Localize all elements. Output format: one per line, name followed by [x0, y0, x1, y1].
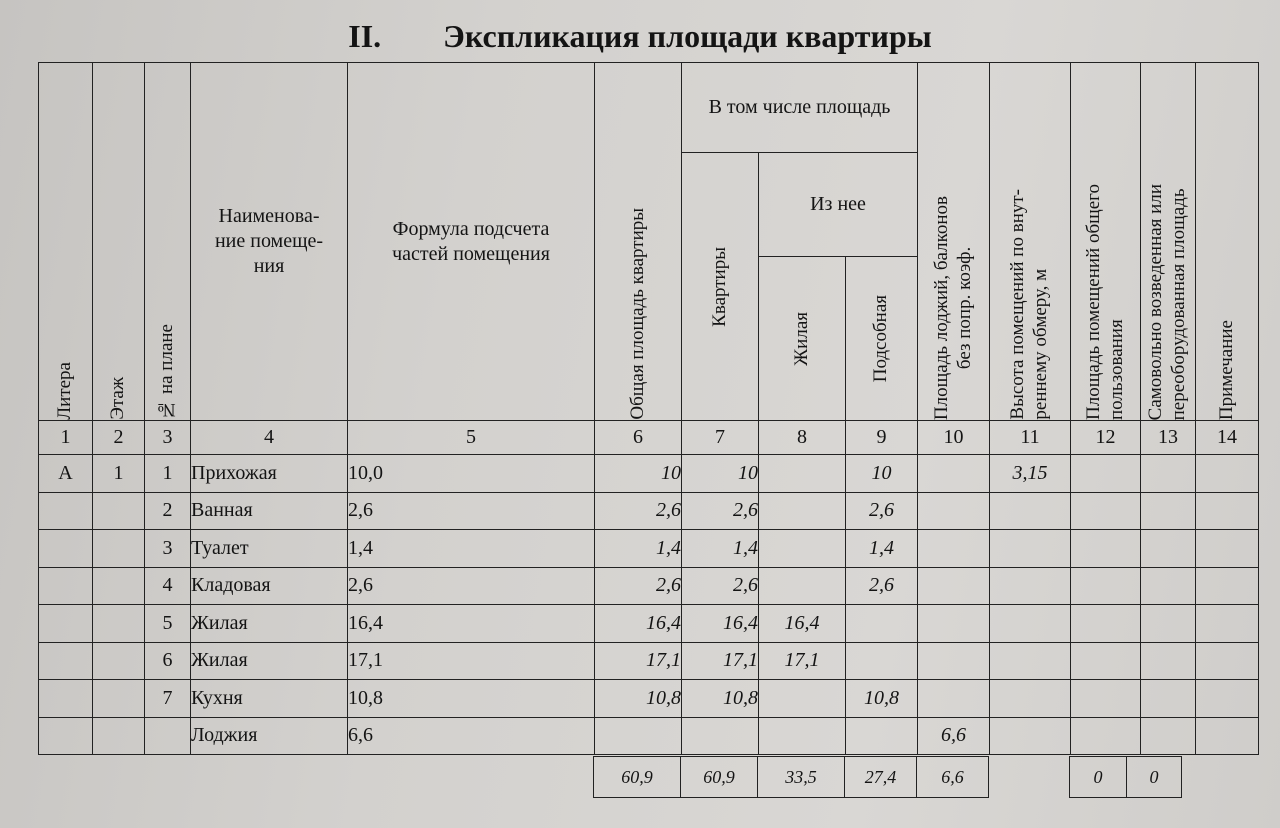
cell-total: 2,6	[595, 492, 682, 530]
cell-height	[990, 717, 1071, 755]
cell-floor	[93, 605, 145, 643]
cell-empty	[1196, 492, 1259, 530]
cell-apt: 2,6	[682, 567, 759, 605]
cell-total: 1,4	[595, 530, 682, 568]
cell-empty	[1141, 530, 1196, 568]
cell-empty	[1196, 717, 1259, 755]
header-auxiliary: Подсобная	[846, 257, 918, 421]
cell-no: 6	[145, 642, 191, 680]
total-apartment-sum: 60,9	[681, 757, 758, 798]
cell-empty	[1196, 680, 1259, 718]
header-room-name: Наименова-ние помеще-ния	[191, 63, 348, 421]
cell-aux: 2,6	[846, 567, 918, 605]
cell-living: 16,4	[759, 605, 846, 643]
cell-empty	[1071, 717, 1141, 755]
cell-living	[759, 455, 846, 493]
cell-formula: 2,6	[348, 567, 595, 605]
cell-aux: 10,8	[846, 680, 918, 718]
cell-apt	[682, 717, 759, 755]
cell-formula: 16,4	[348, 605, 595, 643]
cell-aux	[846, 717, 918, 755]
header-height: Высота помещений по внут- реннему обмеру, м	[990, 63, 1071, 421]
cell-name: Ванная	[191, 492, 348, 530]
cell-aux: 1,4	[846, 530, 918, 568]
cell-height	[990, 605, 1071, 643]
cell-floor: 1	[93, 455, 145, 493]
cell-no: 5	[145, 605, 191, 643]
cell-empty	[1141, 492, 1196, 530]
col-num: 14	[1196, 421, 1259, 455]
cell-empty	[1071, 530, 1141, 568]
cell-empty	[1141, 717, 1196, 755]
cell-apt: 17,1	[682, 642, 759, 680]
col-num: 8	[759, 421, 846, 455]
table-row	[39, 567, 1259, 605]
header-row-1	[39, 63, 1259, 153]
col-num: 2	[93, 421, 145, 455]
cell-empty	[1071, 605, 1141, 643]
cell-loggia	[918, 567, 990, 605]
cell-formula: 1,4	[348, 530, 595, 568]
cell-height	[990, 492, 1071, 530]
cell-height	[990, 567, 1071, 605]
table-row	[39, 717, 1259, 755]
total-common-sum: 0	[1070, 757, 1127, 798]
cell-living	[759, 530, 846, 568]
cell-empty	[1196, 567, 1259, 605]
cell-name: Прихожая	[191, 455, 348, 493]
cell-litera	[39, 680, 93, 718]
cell-height: 3,15	[990, 455, 1071, 493]
cell-no: 4	[145, 567, 191, 605]
col-num: 4	[191, 421, 348, 455]
header-including-area: В том числе площадь	[682, 63, 918, 153]
table-row	[39, 455, 1259, 493]
header-common-area: Площадь помещений общего пользования	[1071, 63, 1141, 421]
cell-empty	[1196, 642, 1259, 680]
cell-name: Жилая	[191, 605, 348, 643]
col-num: 10	[918, 421, 990, 455]
cell-litera	[39, 492, 93, 530]
cell-loggia	[918, 530, 990, 568]
cell-name: Кладовая	[191, 567, 348, 605]
header-self-built: Самовольно возведенная или переоборудованная площадь	[1141, 63, 1196, 421]
cell-name: Лоджия	[191, 717, 348, 755]
cell-formula: 6,6	[348, 717, 595, 755]
header-of-which: Из нее	[759, 153, 918, 257]
cell-total: 16,4	[595, 605, 682, 643]
cell-empty	[1141, 567, 1196, 605]
cell-formula: 10,0	[348, 455, 595, 493]
cell-apt: 16,4	[682, 605, 759, 643]
cell-name: Туалет	[191, 530, 348, 568]
cell-floor	[93, 567, 145, 605]
cell-living	[759, 717, 846, 755]
cell-apt: 2,6	[682, 492, 759, 530]
cell-name: Жилая	[191, 642, 348, 680]
section-title: Экспликация площади квартиры	[443, 18, 932, 54]
header-total-area: Общая площадь квартиры	[595, 63, 682, 421]
cell-loggia	[918, 642, 990, 680]
cell-litera: А	[39, 455, 93, 493]
cell-loggia	[918, 680, 990, 718]
header-formula: Формула подсчета частей помещения	[348, 63, 595, 421]
cell-empty	[1141, 455, 1196, 493]
cell-height	[990, 642, 1071, 680]
header-litera: Литера	[39, 63, 93, 421]
cell-litera	[39, 530, 93, 568]
cell-apt: 10	[682, 455, 759, 493]
cell-empty	[1196, 605, 1259, 643]
cell-living	[759, 680, 846, 718]
cell-height	[990, 680, 1071, 718]
cell-floor	[93, 717, 145, 755]
totals-row	[593, 756, 1182, 798]
col-num: 6	[595, 421, 682, 455]
header-loggia: Площадь лоджий, балконов без попр. коэф.	[918, 63, 990, 421]
header-floor: Этаж	[93, 63, 145, 421]
cell-no: 1	[145, 455, 191, 493]
cell-empty	[1071, 455, 1141, 493]
cell-loggia	[918, 492, 990, 530]
column-number-row	[39, 421, 1259, 455]
col-num: 1	[39, 421, 93, 455]
table-row	[39, 642, 1259, 680]
col-num: 5	[348, 421, 595, 455]
col-num: 7	[682, 421, 759, 455]
cell-litera	[39, 605, 93, 643]
total-area-sum: 60,9	[594, 757, 681, 798]
header-living: Жилая	[759, 257, 846, 421]
cell-no: 7	[145, 680, 191, 718]
cell-total: 10	[595, 455, 682, 493]
cell-empty	[1071, 680, 1141, 718]
col-num: 11	[990, 421, 1071, 455]
cell-empty	[1196, 455, 1259, 493]
cell-empty	[1141, 680, 1196, 718]
cell-height	[990, 530, 1071, 568]
cell-name: Кухня	[191, 680, 348, 718]
section-number: II.	[348, 18, 382, 54]
cell-total: 10,8	[595, 680, 682, 718]
table-row	[39, 605, 1259, 643]
cell-floor	[93, 680, 145, 718]
cell-loggia	[918, 605, 990, 643]
total-auxiliary-sum: 27,4	[845, 757, 917, 798]
cell-living: 17,1	[759, 642, 846, 680]
col-num: 12	[1071, 421, 1141, 455]
cell-empty	[1141, 642, 1196, 680]
table-row	[39, 680, 1259, 718]
cell-no: 3	[145, 530, 191, 568]
header-plan-no: № на плане	[145, 63, 191, 421]
cell-total	[595, 717, 682, 755]
totals-gap	[989, 757, 1070, 798]
cell-empty	[1071, 492, 1141, 530]
explication-table	[38, 62, 1259, 755]
col-num: 3	[145, 421, 191, 455]
cell-litera	[39, 717, 93, 755]
col-num: 9	[846, 421, 918, 455]
total-loggia-sum: 6,6	[917, 757, 989, 798]
table-row	[39, 530, 1259, 568]
cell-formula: 10,8	[348, 680, 595, 718]
cell-loggia	[918, 455, 990, 493]
cell-formula: 2,6	[348, 492, 595, 530]
cell-empty	[1141, 605, 1196, 643]
total-self-built-sum: 0	[1127, 757, 1182, 798]
cell-empty	[1071, 567, 1141, 605]
cell-floor	[93, 642, 145, 680]
cell-aux: 10	[846, 455, 918, 493]
total-living-sum: 33,5	[758, 757, 845, 798]
cell-loggia: 6,6	[918, 717, 990, 755]
cell-total: 2,6	[595, 567, 682, 605]
cell-aux	[846, 642, 918, 680]
cell-no: 2	[145, 492, 191, 530]
col-num: 13	[1141, 421, 1196, 455]
cell-formula: 17,1	[348, 642, 595, 680]
cell-no	[145, 717, 191, 755]
cell-floor	[93, 530, 145, 568]
page-title	[0, 18, 1280, 55]
cell-living	[759, 567, 846, 605]
cell-apt: 1,4	[682, 530, 759, 568]
header-note: Примечание	[1196, 63, 1259, 421]
cell-empty	[1071, 642, 1141, 680]
cell-floor	[93, 492, 145, 530]
cell-litera	[39, 642, 93, 680]
header-apartment: Квартиры	[682, 153, 759, 421]
table-row	[39, 492, 1259, 530]
cell-empty	[1196, 530, 1259, 568]
cell-aux	[846, 605, 918, 643]
cell-total: 17,1	[595, 642, 682, 680]
cell-aux: 2,6	[846, 492, 918, 530]
cell-litera	[39, 567, 93, 605]
cell-living	[759, 492, 846, 530]
cell-apt: 10,8	[682, 680, 759, 718]
